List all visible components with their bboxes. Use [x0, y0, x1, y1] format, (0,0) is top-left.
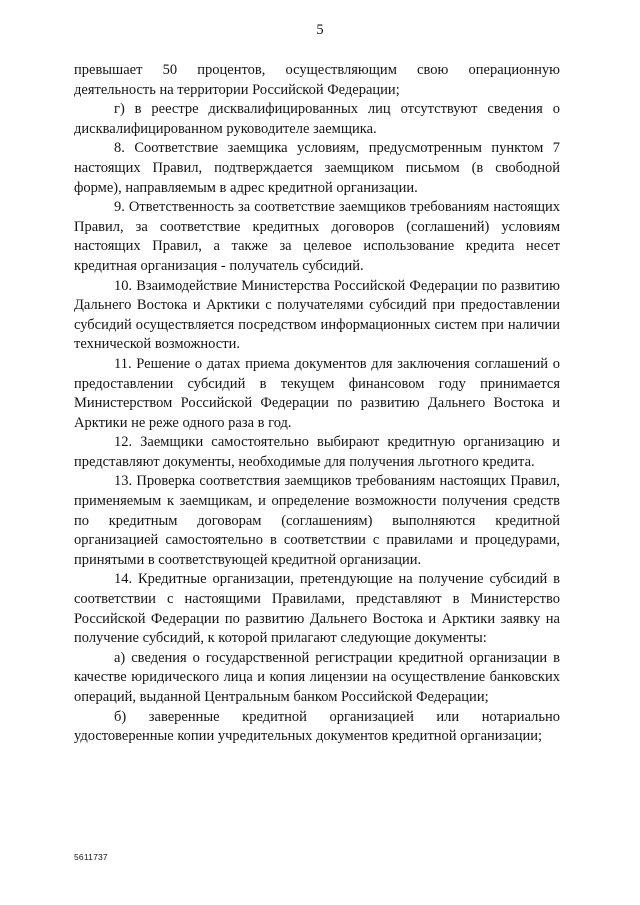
paragraph-7g: г) в реестре дисквалифицированных лиц отсутствуют сведения о дисквалифицированном руководителе заемщика.: [74, 101, 560, 137]
paragraph-13: 13. Проверка соответствия заемщиков требованиям настоящих Правил, применяемым к заемщикам, и определение возможности получения средств по кредитным договорам (соглашениям) выполняются кредитной организацией самостоятельно в соответствии с правилами и процедурами, принятыми в соответствующей кредитной организации.: [74, 473, 560, 568]
paragraph-10: 10. Взаимодействие Министерства Российской Федерации по развитию Дальнего Востока и Арктики с получателями субсидий при предоставлении субсидий осуществляется посредством информационных систем при наличии технической возможности.: [74, 277, 560, 353]
paragraph-12: 12. Заемщики самостоятельно выбирают кредитную организацию и представляют документы, необходимые для получения льготного кредита.: [74, 434, 560, 470]
paragraph-11: 11. Решение о датах приема документов для заключения соглашений о предоставлении субсидий в текущем финансовом году принимается Министерством Российской Федерации по развитию Дальнего Востока и Арктики не реже одного раза в год.: [74, 355, 560, 431]
document-body: [74, 61, 560, 747]
paragraph-9: 9. Ответственность за соответствие заемщиков требованиям настоящих Правил, за соответствие кредитных договоров (соглашений) условиям настоящих Правил, а также за целевое использование кредита несет кредитная организация - получатель субсидий.: [74, 199, 560, 274]
paragraph-continuation: превышает 50 процентов, осуществляющим свою операционную деятельность на территории Российской Федерации;: [74, 62, 560, 98]
document-code: 5611737: [74, 852, 108, 862]
paragraph-14: 14. Кредитные организации, претендующие на получение субсидий в соответствии с настоящими Правилами, представляют в Министерство Российской Федерации по развитию Дальнего Востока и Арктики заявку на получение субсидий, к которой прилагают следующие документы:: [74, 571, 560, 647]
page-number: 5: [316, 22, 324, 38]
paragraph-14a: а) сведения о государственной регистрации кредитной организации в качестве юридического лица и копия лицензии на осуществление банковских операций, выданной Центральным банком Российской Федерации;: [74, 649, 560, 705]
paragraph-8: 8. Соответствие заемщика условиям, предусмотренным пунктом 7 настоящих Правил, подтверждается заемщиком письмом (в свободной форме), направляемым в адрес кредитной организации.: [74, 140, 560, 196]
paragraph-14b: б) заверенные кредитной организацией или нотариально удостоверенные копии учредительных документов кредитной организации;: [74, 708, 560, 745]
